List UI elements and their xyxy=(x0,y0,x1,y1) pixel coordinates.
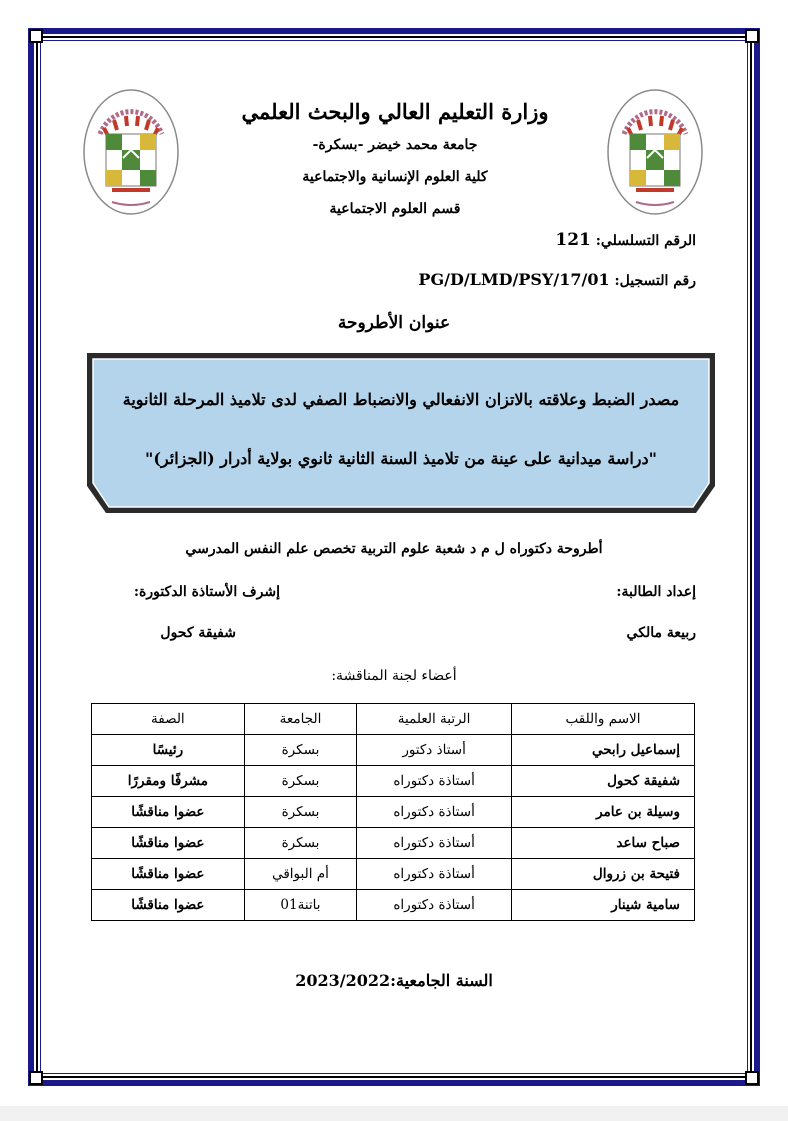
table-row xyxy=(92,859,695,890)
faculty-name: كلية العلوم الإنسانية والاجتماعية xyxy=(302,169,488,185)
member-role: عضوا مناقشًا xyxy=(92,828,245,859)
member-name: فتيحة بن زروال xyxy=(511,859,694,890)
university-logo-left xyxy=(82,88,180,216)
thesis-title-main: مصدر الضبط وعلاقته بالاتزان الانفعالي والانضباط الصفي لدى تلاميذ المرحلة الثانوية xyxy=(122,390,680,409)
supervisor-label: إشرف الأستاذة الدكتورة: xyxy=(133,584,280,600)
serial-value: 121 xyxy=(555,230,591,250)
member-role: عضوا مناقشًا xyxy=(92,797,245,828)
serial-label: الرقم التسلسلي: xyxy=(595,233,696,249)
viewer-bottom-strip xyxy=(0,1106,788,1121)
member-rank: أستاذة دكتوراه xyxy=(357,797,512,828)
member-university: بسكرة xyxy=(244,828,357,859)
member-role: رئيسًا xyxy=(92,735,245,766)
table-row xyxy=(92,735,695,766)
column-header-role: الصفة xyxy=(92,704,245,735)
member-rank: أستاذة دكتوراه xyxy=(357,890,512,921)
registration-label: رقم التسجيل: xyxy=(614,273,696,289)
corner-ornament-bottom-right xyxy=(745,1071,759,1085)
column-header-rank: الرتبة العلمية xyxy=(357,704,512,735)
committee-table xyxy=(91,703,695,921)
column-header-university: الجامعة xyxy=(244,704,357,735)
member-name: سامية شينار xyxy=(511,890,694,921)
serial-number xyxy=(555,230,696,250)
member-university: بسكرة xyxy=(244,735,357,766)
member-name: إسماعيل رابحي xyxy=(511,735,694,766)
member-rank: أستاذة دكتوراه xyxy=(357,766,512,797)
column-header-name: الاسم واللقب xyxy=(511,704,694,735)
member-role: مشرفًا ومقررًا xyxy=(92,766,245,797)
table-row xyxy=(92,766,695,797)
member-rank: أستاذ دكتور xyxy=(357,735,512,766)
table-row xyxy=(92,797,695,828)
thesis-title-frame xyxy=(84,350,718,516)
department-name: قسم العلوم الاجتماعية xyxy=(329,201,461,217)
corner-ornament-bottom-left xyxy=(29,1071,43,1085)
member-name: صباح ساعد xyxy=(511,828,694,859)
member-role: عضوا مناقشًا xyxy=(92,859,245,890)
student-label: إعداد الطالبة: xyxy=(616,584,696,600)
member-role: عضوا مناقشًا xyxy=(92,890,245,921)
member-rank: أستاذة دكتوراه xyxy=(357,859,512,890)
student-name: ربيعة مالكي xyxy=(626,625,696,641)
supervisor-name: شفيقة كحول xyxy=(160,625,236,641)
degree-description: أطروحة دكتوراه ل م د شعبة علوم التربية تخصص علم النفس المدرسي xyxy=(185,541,603,557)
ministry-name: وزارة التعليم العالي والبحث العلمي xyxy=(241,99,549,124)
member-rank: أستاذة دكتوراه xyxy=(357,828,512,859)
thesis-title-subtitle: "دراسة ميدانية على عينة من تلاميذ السنة الثانية ثانوي بولاية أدرار (الجزائر)" xyxy=(145,449,657,468)
table-row xyxy=(92,890,695,921)
academic-year: السنة الجامعية:2023/2022 xyxy=(295,971,493,990)
committee-header-row xyxy=(92,704,695,735)
member-university: بسكرة xyxy=(244,766,357,797)
member-name: وسيلة بن عامر xyxy=(511,797,694,828)
corner-ornament-top-right xyxy=(745,29,759,43)
registration-number xyxy=(418,270,696,289)
member-university: أم البواقي xyxy=(244,859,357,890)
member-university: باتنة01 xyxy=(244,890,357,921)
registration-value: 01/PG/D/LMD/PSY/17 xyxy=(418,270,610,289)
member-university: بسكرة xyxy=(244,797,357,828)
member-name: شفيقة كحول xyxy=(511,766,694,797)
university-name: جامعة محمد خيضر -بسكرة- xyxy=(312,137,478,153)
university-logo-right xyxy=(606,88,704,216)
thesis-heading: عنوان الأطروحة xyxy=(337,313,451,333)
table-row xyxy=(92,828,695,859)
committee-heading: أعضاء لجنة المناقشة: xyxy=(331,668,457,684)
corner-ornament-top-left xyxy=(29,29,43,43)
